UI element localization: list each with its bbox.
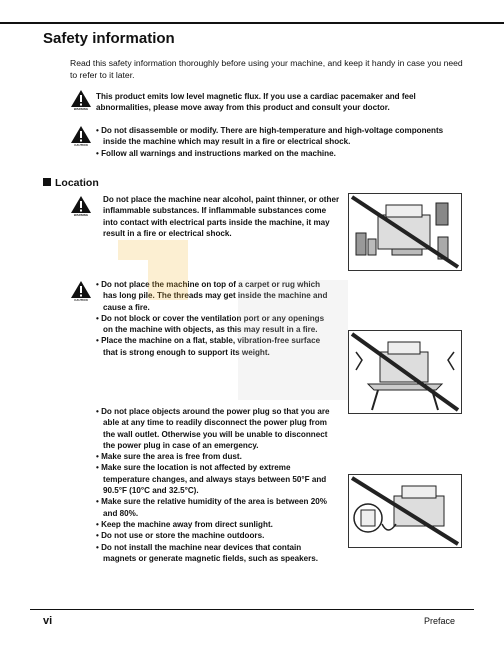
unstable-surface-illustration xyxy=(348,330,462,414)
top-rule xyxy=(0,22,504,24)
warning-triangle-icon xyxy=(70,89,92,115)
warning-triangle-icon xyxy=(70,195,92,221)
page-title: Safety information xyxy=(43,30,175,47)
location-warning-text: Do not place the machine near alcohol, paint thinner, or other inflammable substances. If inflammable substances come into contact with electrical parts inside the machine, it may result in a fire or electrical shock. xyxy=(103,195,340,238)
caution-item: • Follow all warnings and instructions marked on the machine. xyxy=(96,148,336,158)
general-cautions-list xyxy=(96,125,468,159)
intro-paragraph: Read this safety information thoroughly before using your machine, and keep it handy in case you need to refer to it later. xyxy=(70,58,463,80)
caution-label: CAUTION xyxy=(74,298,88,302)
caution-triangle-icon xyxy=(70,280,92,306)
warning-label: WARNING xyxy=(73,213,89,217)
section-name: Preface xyxy=(424,616,456,626)
section-square-icon xyxy=(43,178,51,186)
caution-item: • Do not install the machine near devices that contain magnets or generate magnetic fields, such as speakers. xyxy=(96,542,319,563)
caution-item: • Keep the machine away from direct sunlight. xyxy=(96,519,273,529)
caution-item: • Make sure the relative humidity of the area is between 20% and 80%. xyxy=(96,497,327,518)
caution-label: CAUTION xyxy=(74,143,88,147)
caution-item: • Do not disassemble or modify. There are high-temperature and high-voltage components inside the machine which may result in a fire or electrical shock. xyxy=(96,126,444,147)
footer-rule xyxy=(30,609,474,610)
location-cautions-list-1 xyxy=(96,279,336,358)
caution-item: • Make sure the area is free from dust. xyxy=(96,452,242,462)
general-warning-text: This product emits low level magnetic flux. If you use a cardiac pacemaker and feel abnormalities, please move away from this product and consult your doctor. xyxy=(96,92,416,113)
outlet-speaker-illustration xyxy=(348,474,462,548)
caution-item: • Do not place the machine on top of a carpet or rug which has long pile. The threads may get inside the machine and cause a fire. xyxy=(96,280,328,312)
caution-item: • Do not use or store the machine outdoors. xyxy=(96,531,265,541)
location-heading xyxy=(43,177,99,189)
page-number: vi xyxy=(43,615,53,627)
caution-item: • Make sure the location is not affected by extreme temperature changes, and always stays between 50°F and 90.5°F (10°C and 32.5°C). xyxy=(96,463,327,496)
flammables-illustration xyxy=(348,193,462,271)
location-heading-text: Location xyxy=(55,177,99,189)
caution-item: • Place the machine on a flat, stable, vibration-free surface that is strong enough to support its weight. xyxy=(96,336,321,357)
caution-triangle-icon xyxy=(70,125,92,151)
caution-item: • Do not place objects around the power plug so that you are able at any time to readily disconnect the power plug from the wall outlet. Otherwise you will be unable to disconnect the power plug in case of an emergency. xyxy=(96,407,330,450)
warning-label: WARNING xyxy=(73,107,89,111)
caution-item: • Do not block or cover the ventilation port or any openings on the machine with objects, as this may result in a fire. xyxy=(96,313,325,335)
location-cautions-list-2 xyxy=(96,406,336,564)
